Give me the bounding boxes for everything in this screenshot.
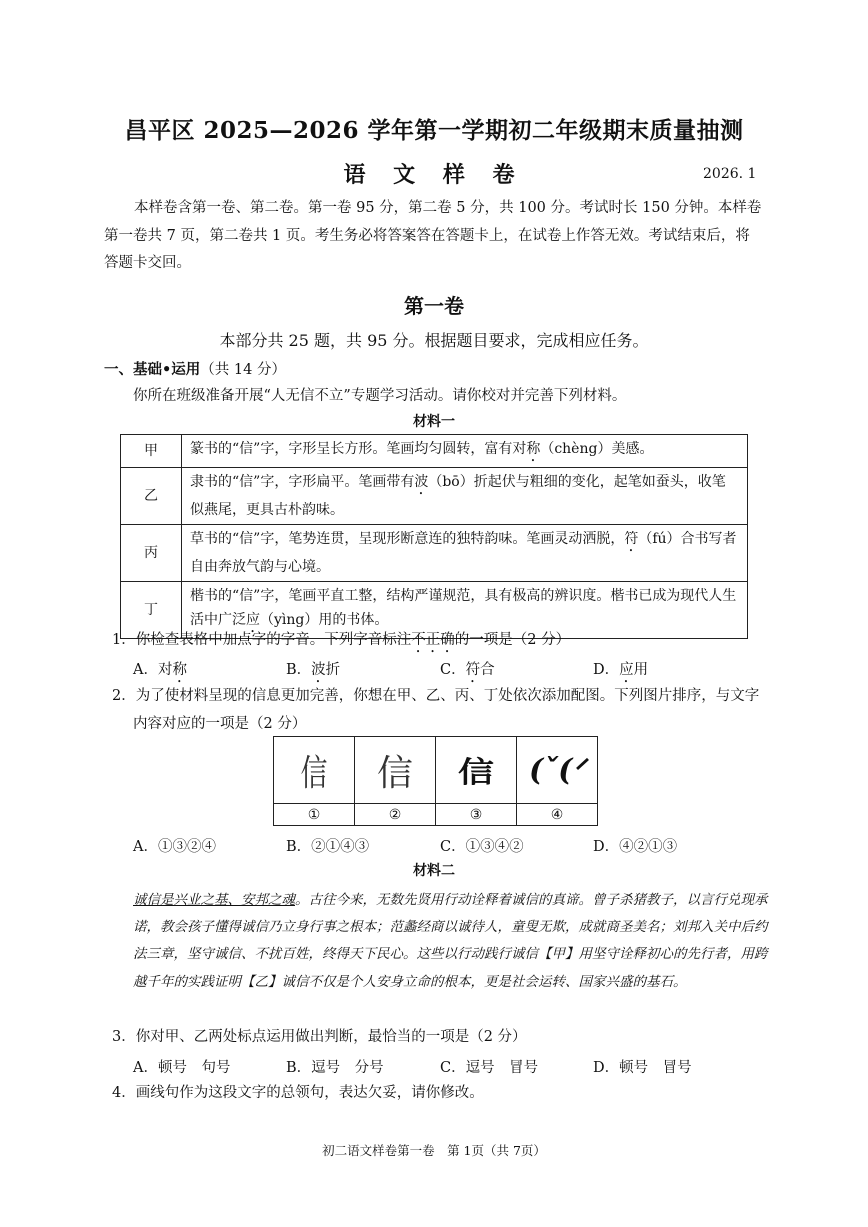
exam-date: 2026. 1: [703, 166, 757, 182]
q3-option-c[interactable]: C．逗号 冒号: [440, 1060, 539, 1076]
dotted-char: 应: [246, 612, 260, 628]
material-one-title: 材料一: [413, 414, 455, 430]
material-two-passage: 诚信是兴业之基、安邦之魂。古往今来，无数先贤用行动诠释着诚信的真谛。曾子杀猪教子，以言行兑现承诺，教会孩子懂得诚信乃立身行事之根本；范蠡经商以诚待人，童叟无欺，成就商圣美名；刘邦入关中后约法三章，坚守诚信、不扰百姓，终得天下民心。这些以行动践行诚信【甲】用坚守诠释初心的先行者，用跨越千年的实践证明【乙】诚信不仅是个人安身立命的根本，更是社会运转、国家兴盛的基石。: [133, 892, 768, 990]
image-number: ②: [355, 804, 436, 826]
image-cell: [517, 737, 598, 804]
part-description: 本部分共 25 题，共 95 分。根据题目要求，完成相应任务。: [219, 331, 649, 350]
question-4: 4．画线句作为这段文字的总领句，表达欠妥，请你修改。: [112, 1085, 484, 1101]
image-number: ④: [517, 804, 598, 826]
regular-script-image: 信: [376, 752, 413, 794]
row-text: 隶书的“信”字，字形扁平。笔画带有波（bō）折起伏与粗细的变化，起笔如蚕头，收笔似燕尾，更具古朴韵味。: [182, 468, 748, 525]
calligraphy-image-table: [273, 736, 598, 826]
dotted-char: 波: [414, 474, 429, 490]
q2-option-b[interactable]: B．②①④③: [286, 839, 370, 855]
cursive-script-image: (ˇ(ᐟ: [528, 752, 586, 788]
image-cell: [274, 737, 355, 804]
clerical-script-image: 信: [457, 756, 494, 789]
q2-option-c[interactable]: C．①③④②: [440, 839, 524, 855]
section-heading-bold: 一、基础•运用: [104, 361, 201, 378]
row-label: 甲: [121, 435, 182, 468]
row-text: 篆书的“信”字，字形呈长方形。笔画均匀圆转，富有对称（chèng）美感。: [182, 435, 748, 468]
image-cell: [355, 737, 436, 804]
q1-option-d[interactable]: D．应用: [593, 662, 649, 678]
dotted-char: 符: [624, 531, 639, 547]
section-heading: [104, 358, 286, 379]
row-label: 丁: [121, 582, 182, 639]
dotted-emphasis: 不正确: [411, 632, 455, 648]
dotted-char: 称: [526, 441, 541, 457]
row-label: 乙: [121, 468, 182, 525]
page-footer: 初二语文样卷第一卷 第 1页（共 7页）: [322, 1143, 546, 1158]
table-row: [121, 435, 748, 468]
q1-option-b[interactable]: B．波折: [286, 662, 341, 678]
q1-option-a[interactable]: A．对称: [133, 662, 187, 678]
table-row: [121, 525, 748, 582]
q1-option-c[interactable]: C．符合: [440, 662, 495, 678]
material-one-table: [120, 434, 748, 639]
q2-option-d[interactable]: D．④②①③: [593, 839, 678, 855]
exam-subtitle: 语 文 样 卷: [343, 162, 525, 188]
q3-option-b[interactable]: B．逗号 分号: [286, 1060, 384, 1076]
row-text: 楷书的“信”字，笔画平直工整，结构严谨规范，具有极高的辨识度。楷书已成为现代人生活中广泛应（yìng）用的书体。: [182, 582, 748, 639]
part-title: 第一卷: [404, 294, 464, 318]
exam-instructions: 本样卷含第一卷、第二卷。第一卷 95 分，第二卷 5 分，共 100 分。考试时长 150 分钟。本样卷第一卷共 7 页，第二卷共 1 页。考生务必将答案答在答题卡上，在试卷上作答无效。考试结束后，将答题卡交回。: [104, 200, 762, 271]
question-1: 1．你检查表格中加点字的字音。下列字音标注不正确的一项是（2 分）: [112, 632, 571, 648]
underlined-sentence: 诚信是兴业之基、安邦之魂: [133, 892, 295, 908]
q2-option-a[interactable]: A．①③②④: [133, 839, 216, 855]
task-description: 你所在班级准备开展“人无信不立”专题学习活动。请你校对并完善下列材料。: [133, 388, 627, 404]
q3-option-a[interactable]: A．顿号 句号: [133, 1060, 231, 1076]
image-number: ③: [436, 804, 517, 826]
row-label: 丙: [121, 525, 182, 582]
material-two-title: 材料二: [413, 863, 455, 879]
question-2: 2．为了使材料呈现的信息更加完善，你想在甲、乙、丙、丁处依次添加配图。下列图片排序，与文字内容对应的一项是（2 分）: [112, 688, 760, 732]
q3-option-d[interactable]: D．顿号 冒号: [593, 1060, 692, 1076]
question-3: 3．你对甲、乙两处标点运用做出判断，最恰当的一项是（2 分）: [112, 1029, 527, 1045]
row-text: 草书的“信”字，笔势连贯，呈现形断意连的独特韵味。笔画灵动洒脱，符（fú）合书写者自由奔放气韵与心境。: [182, 525, 748, 582]
seal-script-image: 信: [300, 752, 328, 794]
section-heading-score: （共 14 分）: [200, 362, 286, 378]
table-row: [121, 468, 748, 525]
image-number: ①: [274, 804, 355, 826]
image-cell: [436, 737, 517, 804]
exam-title: 昌平区 2025—2026 学年第一学期初二年级期末质量抽测: [124, 117, 744, 144]
